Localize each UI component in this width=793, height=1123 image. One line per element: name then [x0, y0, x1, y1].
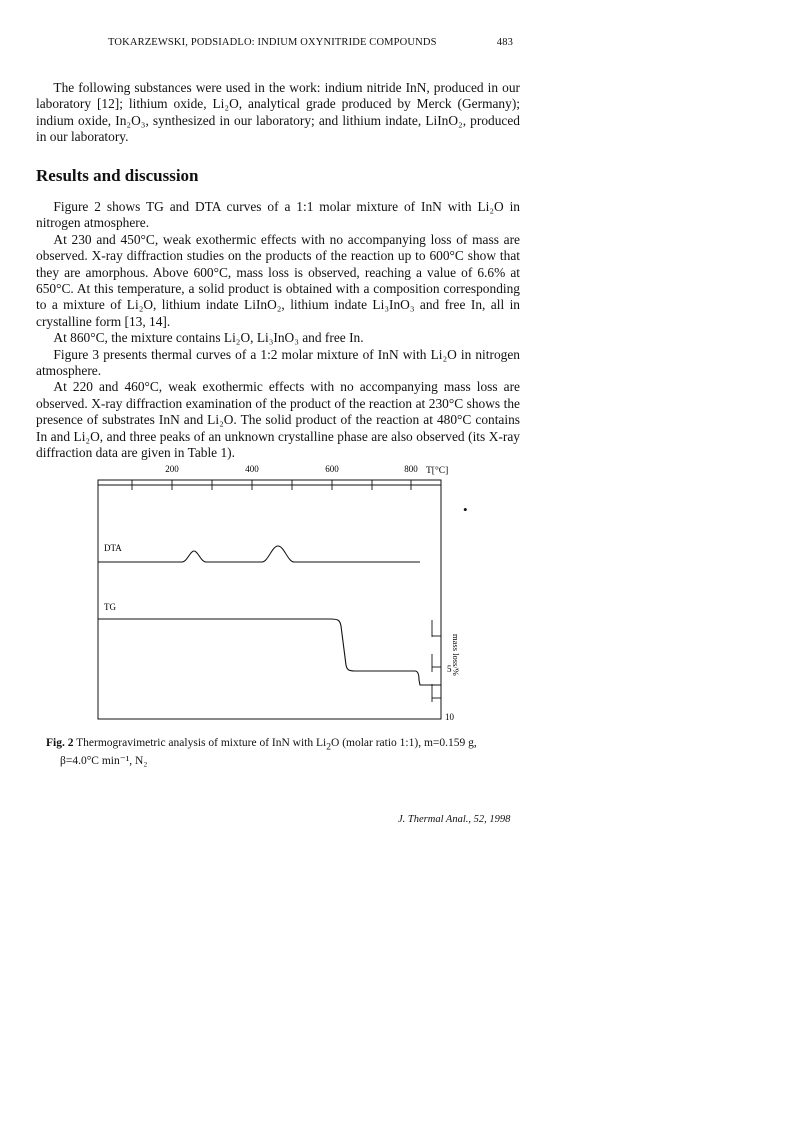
- dta-curve: [98, 546, 420, 562]
- figure-marker: •: [463, 502, 468, 517]
- paragraph: Figure 2 shows TG and DTA curves of a 1:1 molar mixture of InN with Li₂O in nitrogen atmosphere.: [36, 199, 520, 231]
- paragraph: At 220 and 460°C, weak exothermic effects with no accompanying mass loss are observed. X-ray diffraction examination of the product of the reaction at 230°C shows the presence of substrates InN and Li₂O. The solid product of the reaction at 480°C contains In and Li₂O, and three peaks of an unknown crystalline phase are also observed (its X-ray diffraction data are given in Table 1).: [36, 379, 520, 461]
- temperature-unit-label: T[°C]: [426, 466, 449, 476]
- figure-caption: [46, 736, 516, 768]
- caption-line2: β=4.0°C min⁻¹, N₂: [60, 755, 148, 768]
- paragraph: At 230 and 450°C, weak exothermic effects with no accompanying loss of mass are observed. X-ray diffraction studies on the products of the reaction up to 600°C show that they are amorphous. Above 600°C, mass loss is observed, reaching a value of 6.6% at 650°C. At this temperature, a solid product is obtained with a composition corresponding to a mixture of Li₂O, lithium indate LiInO₂, lithium indate Li₃InO₃ and free In, all in crystalline form [13, 14].: [36, 231, 520, 329]
- caption-text-2: O (molar ratio 1:1), m=0.159 g,: [331, 737, 477, 749]
- plot-frame: [98, 480, 441, 719]
- journal-footer: J. Thermal Anal., 52, 1998: [398, 814, 511, 825]
- thermogram-svg: [40, 462, 480, 724]
- top-tick-label: 800: [404, 464, 418, 474]
- top-tick-label: 600: [325, 464, 339, 474]
- mass-loss-tick-label: 5: [447, 664, 452, 674]
- mass-loss-scale: [432, 620, 441, 702]
- paragraph: At 860°C, the mixture contains Li₂O, Li₃InO₃ and free In.: [53, 330, 364, 346]
- intro-paragraph: The following substances were used in the work: indium nitride InN, produced in our laboratory [12]; lithium oxide, Li₂O, analytical grade produced by Merck (Germany); indium oxide, In₂O₃, synthesized in our laboratory; and lithium indate, LiInO₂, produced in our laboratory.: [36, 80, 520, 145]
- running-header: [108, 37, 513, 53]
- page-number: 483: [496, 37, 513, 48]
- caption-label: Fig. 2: [46, 737, 74, 749]
- tg-label: TG: [104, 602, 116, 612]
- tg-curve: [98, 619, 441, 685]
- figure-2: [40, 462, 480, 724]
- mass-loss-axis-label: mass loss/%: [451, 634, 461, 676]
- caption-text: Thermogravimetric analysis of mixture of InN with Li: [76, 737, 327, 749]
- caption-subscript: 2: [326, 741, 332, 753]
- paragraph: Figure 3 presents thermal curves of a 1:2 molar mixture of InN with Li₂O in nitrogen atmosphere.: [36, 346, 520, 379]
- section-heading: Results and discussion: [36, 166, 199, 185]
- intro-block: [36, 80, 520, 146]
- running-title: TOKARZEWSKI, PODSIADLO: INDIUM OXYNITRIDE COMPOUNDS: [108, 37, 437, 48]
- dta-label: DTA: [104, 543, 122, 553]
- top-tick-label: 400: [245, 464, 259, 474]
- mass-loss-tick-label: 10: [445, 712, 454, 722]
- results-body: [36, 199, 520, 462]
- top-tick-label: 200: [165, 464, 179, 474]
